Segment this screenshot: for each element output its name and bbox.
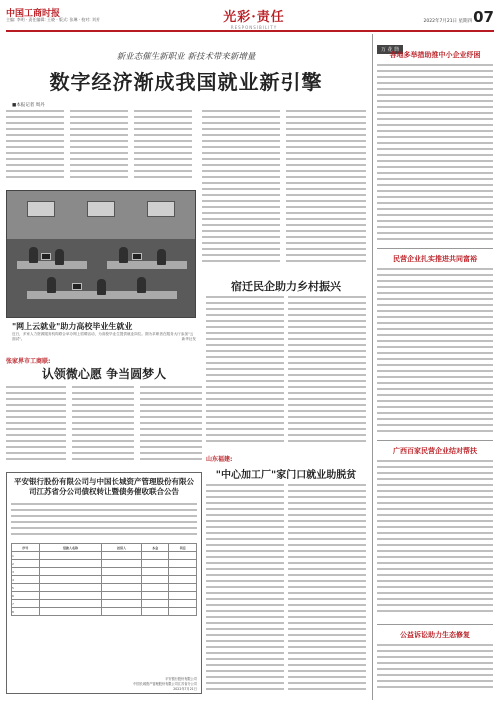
story4-kicker: 山东福建: [206, 456, 233, 463]
right-body-4 [377, 644, 493, 696]
story3-col2 [72, 386, 134, 466]
notice-col-header: 序号 [12, 544, 40, 552]
notice-col-header: 借款人名称 [39, 544, 102, 552]
table-row: 3 [12, 568, 197, 576]
section-banner [204, 6, 304, 30]
section-badge: 万 花 筒 [377, 45, 403, 54]
story3-headline: 认领微心愿 争当圆梦人 [41, 367, 167, 381]
table-row: 4 [12, 576, 197, 584]
photo-caption-text [12, 332, 196, 342]
right-headline-3: 广西百家民营企业结对帮扶 [393, 446, 477, 455]
story2-headline: 宿迁民企助力乡村振兴 [231, 280, 341, 293]
right-headline-1: 各地多举措助推中小企业纾困 [389, 50, 481, 59]
table-row: 1 [12, 552, 197, 560]
story4-col1 [206, 484, 284, 694]
story-zhangjiajie [6, 356, 202, 382]
table-row: 6 [12, 592, 197, 600]
editor-line: 主编: 李明 · 责任编辑: 王晓 · 版式: 张琳 · 校对: 刘芳 [6, 17, 100, 22]
legal-notice [6, 472, 202, 694]
lead-kicker: 新业态催生新职业 新技术带来新增量 [116, 52, 256, 62]
issue-date: 2022年7月21日 星期四 [423, 19, 472, 24]
newspaper-brand: 中国工商时报 [6, 9, 61, 19]
masthead [6, 6, 494, 28]
right-body-1 [377, 64, 493, 244]
story4-col2 [288, 484, 366, 694]
notice-col-header: 担保人 [102, 544, 141, 552]
lead-body-col5 [286, 110, 366, 270]
right-body-2 [377, 268, 493, 438]
notice-body [11, 503, 197, 539]
story3-col1 [6, 386, 66, 466]
table-row: 8 [12, 608, 197, 616]
masthead-rule [6, 30, 494, 32]
notice-footer: 平安银行股份有限公司 中国长城资产管理股份有限公司江苏省分公司 2022年7月21日 [133, 677, 197, 691]
page-number: 07 [473, 8, 494, 26]
lead-body-col2 [70, 110, 128, 186]
table-row: 5 [12, 584, 197, 592]
table-row: 7 [12, 600, 197, 608]
notice-table [11, 543, 197, 616]
story3-kicker: 张家界市工商联: [6, 358, 51, 365]
main-area [6, 34, 368, 700]
lead-body-col3 [134, 110, 192, 186]
story2-col1 [206, 296, 284, 448]
photo-caption-title: "网上云就业"助力高校毕业生就业 [12, 321, 133, 331]
lead-headline: 数字经济渐成我国就业新引擎 [49, 70, 323, 94]
story4-headline: "中心加工厂"家门口就业助脱贫 [215, 470, 357, 481]
lead-body-col1 [6, 110, 64, 186]
section-english: RESPONSIBILITY [230, 25, 278, 30]
section-title: 光彩·责任 [223, 10, 285, 25]
story3-col3 [140, 386, 202, 466]
right-column [372, 34, 494, 700]
table-row: 2 [12, 560, 197, 568]
lead-photo [6, 190, 196, 318]
photo-caption-body: 近日，多家人力资源服务机构联合举办网上招聘活动，为高校毕业生提供就业岗位。图为求职者在服务大厅参加"云面试"。 [12, 332, 194, 341]
notice-col-header: 本金 [141, 544, 169, 552]
story2-col2 [288, 296, 366, 448]
lead-body-col4 [202, 110, 280, 270]
right-headline-2: 民营企业扎实推进共同富裕 [393, 254, 477, 263]
photo-credit: 新华社发 [181, 337, 196, 341]
notice-title: 平安银行股份有限公司与中国长城资产管理股份有限公司江苏省分公司债权转让暨债务催收联合公告 [14, 477, 194, 496]
right-body-3 [377, 460, 493, 620]
lead-byline: ■本报记者 周丹 [12, 103, 45, 108]
notice-col-header: 利息 [169, 544, 197, 552]
right-headline-4: 公益诉讼助力生态修复 [400, 630, 470, 639]
